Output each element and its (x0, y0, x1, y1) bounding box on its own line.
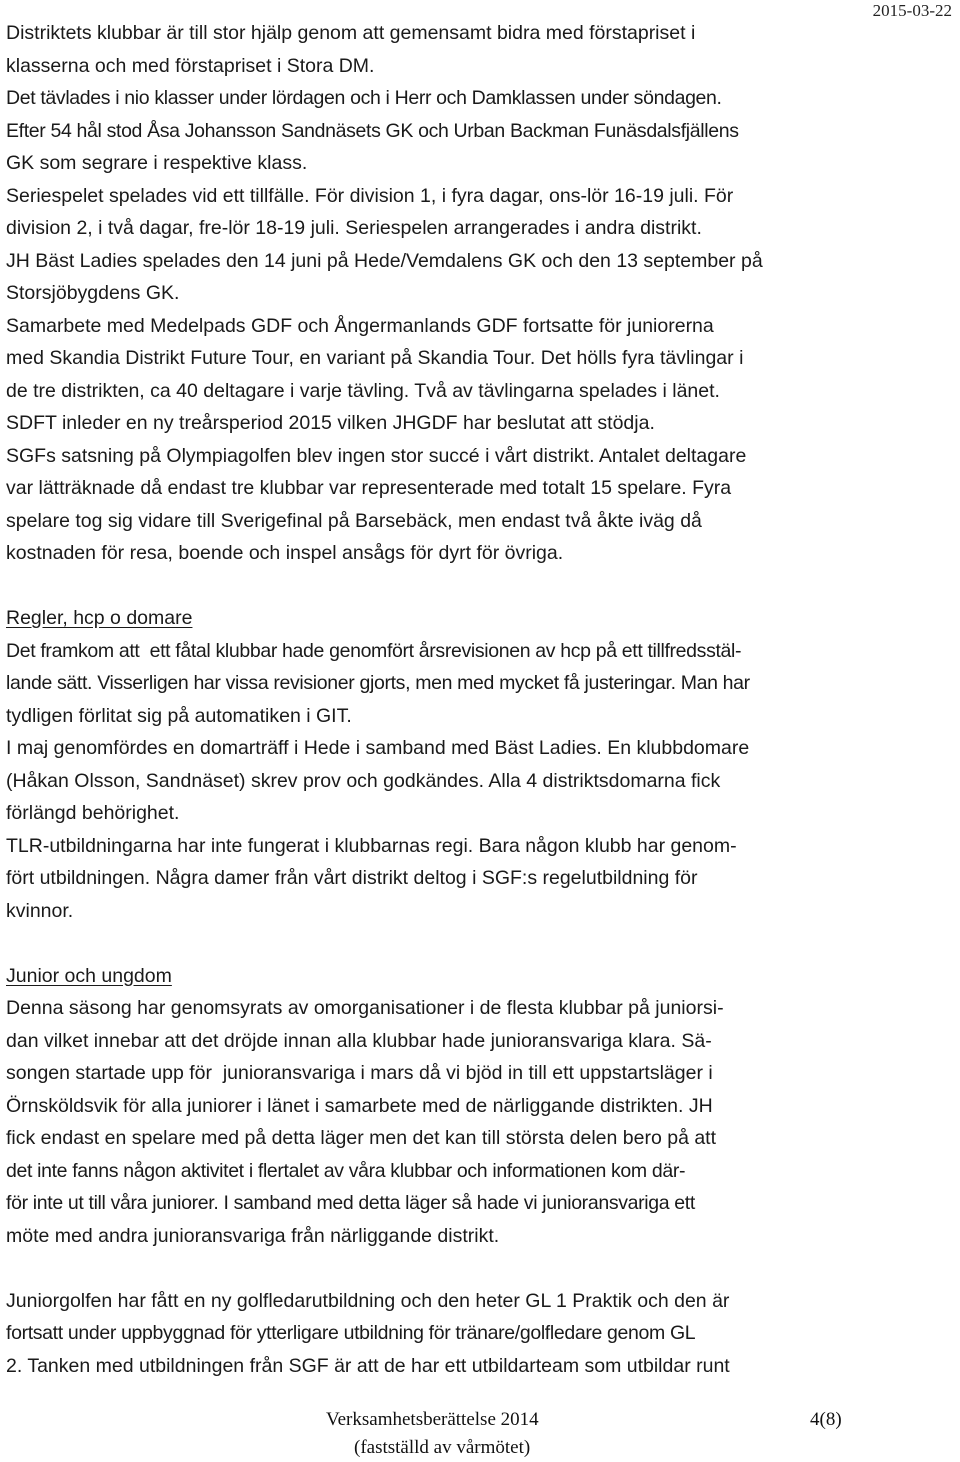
paragraph-line: kvinnor. (6, 899, 74, 922)
paragraph-line: lande sätt. Visserligen har vissa revisioner gjorts, men med mycket få justeringar. Man har (6, 672, 750, 694)
paragraph-line: fick endast en spelare med på detta läger men det kan till största delen bero på att (6, 1127, 717, 1149)
document-body (6, 17, 956, 1382)
paragraph-line: Det framkom att ett fåtal klubbar hade genomfört årsrevisionen av hcp på ett tillfredsstäl- (6, 639, 742, 662)
paragraph-line: förlängd behörighet. (6, 802, 180, 824)
paragraph-line: var lätträknade då endast tre klubbar var representerade med totalt 15 spelare. Fyra (6, 477, 732, 499)
footer-title: Verksamhetsberättelse 2014 (326, 1409, 539, 1430)
paragraph-line: Efter 54 hål stod Åsa Johansson Sandnäsets GK och Urban Backman Funäsdalsfjällens (6, 119, 739, 142)
paragraph-line: Örnsköldsvik för alla juniorer i länet i samarbete med de närliggande distrikten. JH (6, 1094, 713, 1117)
paragraph-line: dan vilket innebar att det dröjde innan alla klubbar hade junioransvariga klara. Sä- (6, 1029, 712, 1052)
footer-page-number: 4(8) (810, 1409, 842, 1430)
paragraph-line: Denna säsong har genomsyrats av omorganisationer i de flesta klubbar på juniorsi- (6, 997, 724, 1019)
paragraph-line: för inte ut till våra juniorer. I samband med detta läger så hade vi junioransvariga ett (6, 1192, 695, 1214)
paragraph-line: I maj genomfördes en domarträff i Hede i samband med Bäst Ladies. En klubbdomare (6, 737, 750, 759)
paragraph-line: Det tävlades i nio klasser under lördagen och i Herr och Damklassen under söndagen. (6, 87, 722, 109)
paragraph-line: Distriktets klubbar är till stor hjälp genom att gemensamt bidra med förstapriset i (6, 22, 696, 44)
paragraph-line: Seriespelet spelades vid ett tillfälle. För division 1, i fyra dagar, ons-lör 16-19 juli. För (6, 184, 734, 207)
paragraph-line: SGFs satsning på Olympiagolfen blev ingen stor succé i vårt distrikt. Antalet deltagare (6, 444, 747, 467)
paragraph-line: de tre distrikten, ca 40 deltagare i varje tävling. Två av tävlingarna spelades i länet. (6, 379, 720, 402)
paragraph-line: JH Bäst Ladies spelades den 14 juni på Hede/Vemdalens GK och den 13 september på (6, 249, 763, 272)
paragraph-line: 2. Tanken med utbildningen från SGF är att de har ett utbildarteam som utbildar runt (6, 1354, 730, 1377)
paragraph-line: (Håkan Olsson, Sandnäset) skrev prov och godkändes. Alla 4 distriktsdomarna fick (6, 769, 721, 792)
paragraph-line: SDFT inleder en ny treårsperiod 2015 vilken JHGDF har beslutat att stödja. (6, 412, 655, 434)
footer-subtitle: (fastställd av vårmötet) (354, 1437, 531, 1458)
paragraph-line: Juniorgolfen har fått en ny golfledarutbildning och den heter GL 1 Praktik och den är (6, 1289, 730, 1312)
page-footer (0, 1406, 960, 1460)
paragraph-line: fortsatt under uppbyggnad för ytterligare utbildning för tränare/golfledare genom GL (6, 1322, 696, 1344)
paragraph-line: Samarbete med Medelpads GDF och Ångermanlands GDF fortsatte för juniorerna (6, 314, 714, 337)
paragraph-spacer (6, 927, 956, 960)
paragraph-spacer (6, 1252, 956, 1285)
paragraph-line: tydligen förlitat sig på automatiken i GIT. (6, 704, 352, 727)
paragraph-line: spelare tog sig vidare till Sverigefinal på Barsebäck, men endast två åkte iväg då (6, 509, 702, 532)
paragraph-line: fört utbildningen. Några damer från vårt distrikt deltog i SGF:s regelutbildning för (6, 867, 698, 889)
paragraph-line: klasserna och med förstapriset i Stora DM. (6, 54, 375, 77)
paragraph-line: det inte fanns någon aktivitet i flertalet av våra klubbar och informationen kom där- (6, 1159, 686, 1182)
section-heading-regler: Regler, hcp o domare (6, 607, 193, 629)
paragraph-line: kostnaden för resa, boende och inspel ansågs för dyrt för övriga. (6, 542, 564, 564)
paragraph-line: Storsjöbygdens GK. (6, 282, 180, 304)
paragraph-line: möte med andra junioransvariga från närliggande distrikt. (6, 1224, 500, 1247)
section-heading-junior: Junior och ungdom (6, 964, 172, 987)
paragraph-spacer (6, 570, 956, 603)
paragraph-line: songen startade upp för junioransvariga i mars då vi bjöd in till ett uppstartsläger i (6, 1062, 713, 1084)
header-date: 2015-03-22 (872, 1, 952, 20)
paragraph-line: med Skandia Distrikt Future Tour, en variant på Skandia Tour. Det hölls fyra tävlingar i (6, 347, 744, 369)
paragraph-line: GK som segrare i respektive klass. (6, 152, 308, 174)
paragraph-line: division 2, i två dagar, fre-lör 18-19 juli. Seriespelen arrangerades i andra distrikt. (6, 217, 702, 239)
paragraph-line: TLR-utbildningarna har inte fungerat i klubbarnas regi. Bara någon klubb har genom- (6, 834, 737, 857)
